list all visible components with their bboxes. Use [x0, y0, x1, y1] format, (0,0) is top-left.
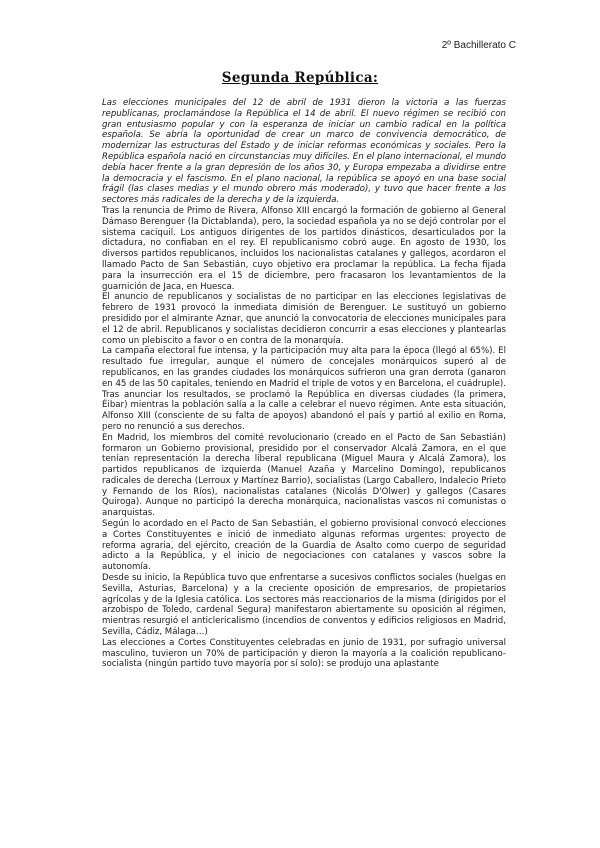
body-paragraph: Según lo acordado en el Pacto de San Sebastián, el gobierno provisional convocó elecciones a Cortes Constituyentes e inició de inmediato algunas reformas urgentes: proyecto de reforma agraria, del ejército, creación de la Guardia de Asalto como cuerpo de seguridad adicto a la República, y el inicio de negociaciones con catalanes y vascos sobre la autonomía.: [102, 519, 506, 573]
body-paragraph: Tras la renuncia de Primo de Rivera, Alfonso XIII encargó la formación de gobierno al General Dámaso Berenguer (la Dictablanda), pero, la sociedad española ya no se dejó controlar por el sistema caciquil. Los antiguos dirigentes de los partidos dinásticos, desarticulados por la dictadura, no confiaban en el rey. El republicanismo cobró auge. En agosto de 1930, los diversos partidos republicanos, incluidos los nacionalistas catalanes y gallegos, acordaron el llamado Pacto de San Sebastián, cuyo objetivo era proclamar la república. La fecha fijada para la insurrección era el 15 de diciembre, pero fracasaron los levantamientos de la guarnición de Jaca, en Huesca.: [102, 205, 506, 292]
intro-paragraph: Las elecciones municipales del 12 de abril de 1931 dieron la victoria a las fuerzas republicanas, proclamándose la República el 14 de abril. El nuevo régimen se recibió con gran entusiasmo popular y con la esperanza de iniciar un cambio radical en la política española. Se abría la oportunidad de crear un marco de convivencia democrático, de modernizar las estructuras del Estado y de iniciar reformas económicas y sociales. Pero la República española nació en circunstancias muy difíciles. En el plano internacional, el mundo debía hacer frente a la gran depresión de los años 30, y Europa empezaba a dividirse entre la democracia y el fascismo. En el plano nacional, la república se apoyó en una base social frágil (las clases medias y el mundo obrero más moderado), y tuvo que hacer frente a los sectores más radicales de la derecha y de la izquierda.: [102, 98, 506, 206]
document-body: [102, 98, 506, 670]
document-title: Segunda República:: [221, 70, 379, 86]
class-label: 2º Bachillerato C: [441, 40, 516, 51]
body-paragraph: Desde su inicio, la República tuvo que enfrentarse a sucesivos conflictos sociales (huelgas en Sevilla, Asturias, Barcelona) y a la creciente oposición de empresarios, de propietarios agrícolas y de la Iglesia católica. Los sectores más reaccionarios de la misma (dirigidos por el arzobispo de Toledo, cardenal Segura) manifestaron abiertamente su oposición al régimen, mientras resurgió el anticlericalismo (incendios de conventos y edificios religiosos en Madrid, Sevilla, Cádiz, Málaga…): [102, 573, 506, 638]
body-paragraph: Las elecciones a Cortes Constituyentes celebradas en junio de 1931, por sufragio universal masculino, tuvieron un 70% de participación y dieron la mayoría a la coalición republicano-socialista (ningún partido tuvo mayoría por sí solo): se produjo una aplastante: [102, 637, 506, 670]
body-paragraph: En Madrid, los miembros del comité revolucionario (creado en el Pacto de San Sebastián) formaron un Gobierno provisional, presidido por el conservador Alcalá Zamora, en el que tenían representación la derecha liberal republicana (Miguel Maura y Alcalá Zamora), los partidos republicanos de izquierda (Manuel Azaña y Marcelino Domingo), republicanos radicales de derecha (Lerroux y Martínez Barrio), socialistas (Largo Caballero, Indalecio Prieto y Fernando de los Ríos), nacionalistas catalanes (Nicolás D'Olwer) y gallegos (Casares Quiroga). Aunque no participó la derecha monárquica, nacionalistas vascos ni comunistas o anarquistas.: [102, 432, 506, 519]
body-paragraph: El anuncio de republicanos y socialistas de no participar en las elecciones legislativas de febrero de 1931 provocó la inmediata dimisión de Berenguer. Le sustituyó un gobierno presidido por el almirante Aznar, que anunció la convocatoria de elecciones municipales para el 12 de abril. Republicanos y socialistas decidieron concurrir a esas elecciones y plantearlas como un plebiscito a favor o en contra de la monarquía.: [102, 292, 506, 346]
body-paragraph: La campaña electoral fue intensa, y la participación muy alta para la época (llegó al 65%). El resultado fue irregular, aunque el número de concejales monárquicos superó al de republicanos, en las grandes ciudades los monárquicos sufrieron una gran derrota (ganaron en 45 de las 50 capitales, teniendo en Madrid el triple de votos y en Barcelona, el cuádruple). Tras anunciar los resultados, se proclamó la República en diversas ciudades (la primera, Éibar) mientras la población salía a la calle a celebrar el nuevo régimen. Ante esta situación, Alfonso XIII (consciente de su falta de apoyos) abandonó el país y partió al exilio en Roma, pero no renunció a sus derechos.: [102, 346, 506, 432]
